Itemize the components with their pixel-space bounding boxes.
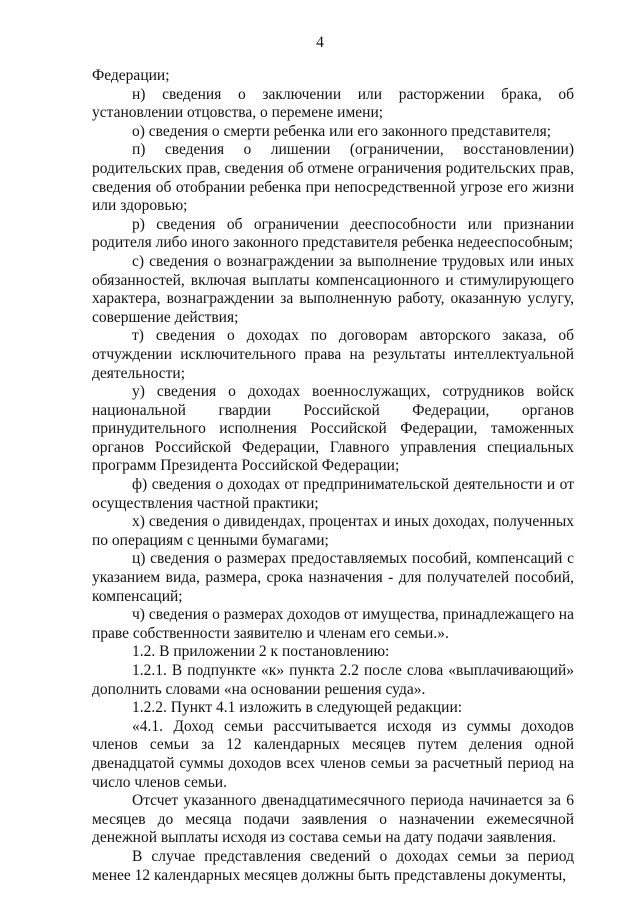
page-number: 4: [316, 34, 324, 51]
paragraph-short-period: В случае представления сведений о доходах семьи за период менее 12 календарных месяцев должны быть представлены документы,: [92, 847, 574, 884]
paragraph-item-o: о) сведения о смерти ребенка или его законного представителя;: [132, 122, 552, 140]
paragraph-item-kh: х) сведения о дивидендах, процентах и иных доходах, полученных по операциям с ценными бумагами;: [92, 513, 574, 549]
paragraph-continuation: Федерации;: [92, 67, 170, 84]
paragraph-section-1-2-2: 1.2.2. Пункт 4.1 изложить в следующей редакции:: [132, 699, 463, 717]
paragraph-item-p: п) сведения о лишении (ограничении, восстановлении) родительских прав, сведения об отмене ограничения родительских прав, сведения об отобрании ребенка при непосредственной угрозе его жизни или здоровью;: [92, 141, 574, 215]
paragraph-item-t: т) сведения о доходах по договорам авторского заказа, об отчуждении исключительного права на результаты интеллектуальной деятельности;: [92, 327, 574, 382]
paragraph-item-ch: ч) сведения о размерах доходов от имущества, принадлежащего на праве собственности заявителю и членам его семьи.».: [92, 606, 574, 642]
paragraph-item-f: ф) сведения о доходах от предпринимательской деятельности и от осуществления частной практики;: [92, 476, 574, 512]
paragraph-section-1-2: 1.2. В приложении 2 к постановлению:: [132, 643, 390, 661]
paragraph-item-n: н) сведения о заключении или расторжении брака, об установлении отцовства, о перемене имени;: [92, 85, 574, 122]
paragraph-section-1-2-1: 1.2.1. В подпункте «к» пункта 2.2 после слова «выплачивающий» дополнить словами «на основании решения суда».: [92, 662, 574, 698]
document-body: [92, 67, 574, 885]
paragraph-item-ts: ц) сведения о размерах предоставляемых пособий, компенсаций с указанием вида, размера, срока назначения - для получателей пособий, компенсаций;: [92, 550, 574, 605]
paragraph-item-r: р) сведения об ограничении дееспособности или признании родителя либо иного законного представителя ребенка недееспособным;: [92, 215, 574, 252]
paragraph-period-start: Отсчет указанного двенадцатимесячного периода начинается за 6 месяцев до месяца подачи заявления о назначении ежемесячной денежной выплаты исходя из состава семьи на дату подачи заявления.: [92, 792, 574, 847]
paragraph-clause-4-1: «4.1. Доход семьи рассчитывается исходя из суммы доходов членов семьи за 12 календарных месяцев путем деления одной двенадцатой суммы доходов всех членов семьи за расчетный период на число членов семьи.: [92, 717, 574, 791]
paragraph-item-s: с) сведения о вознаграждении за выполнение трудовых или иных обязанностей, включая выплаты компенсационного и стимулирующего характера, вознаграждении за выполненную работу, оказанную услугу, совершение действия;: [92, 252, 574, 326]
paragraph-item-u: у) сведения о доходах военнослужащих, сотрудников войск национальной гвардии Российской Федерации, органов принудительного исполнения Российской Федерации, таможенных органов Российской Федерации, Главного управления специальных программ Президента Российской Федерации;: [92, 383, 574, 475]
